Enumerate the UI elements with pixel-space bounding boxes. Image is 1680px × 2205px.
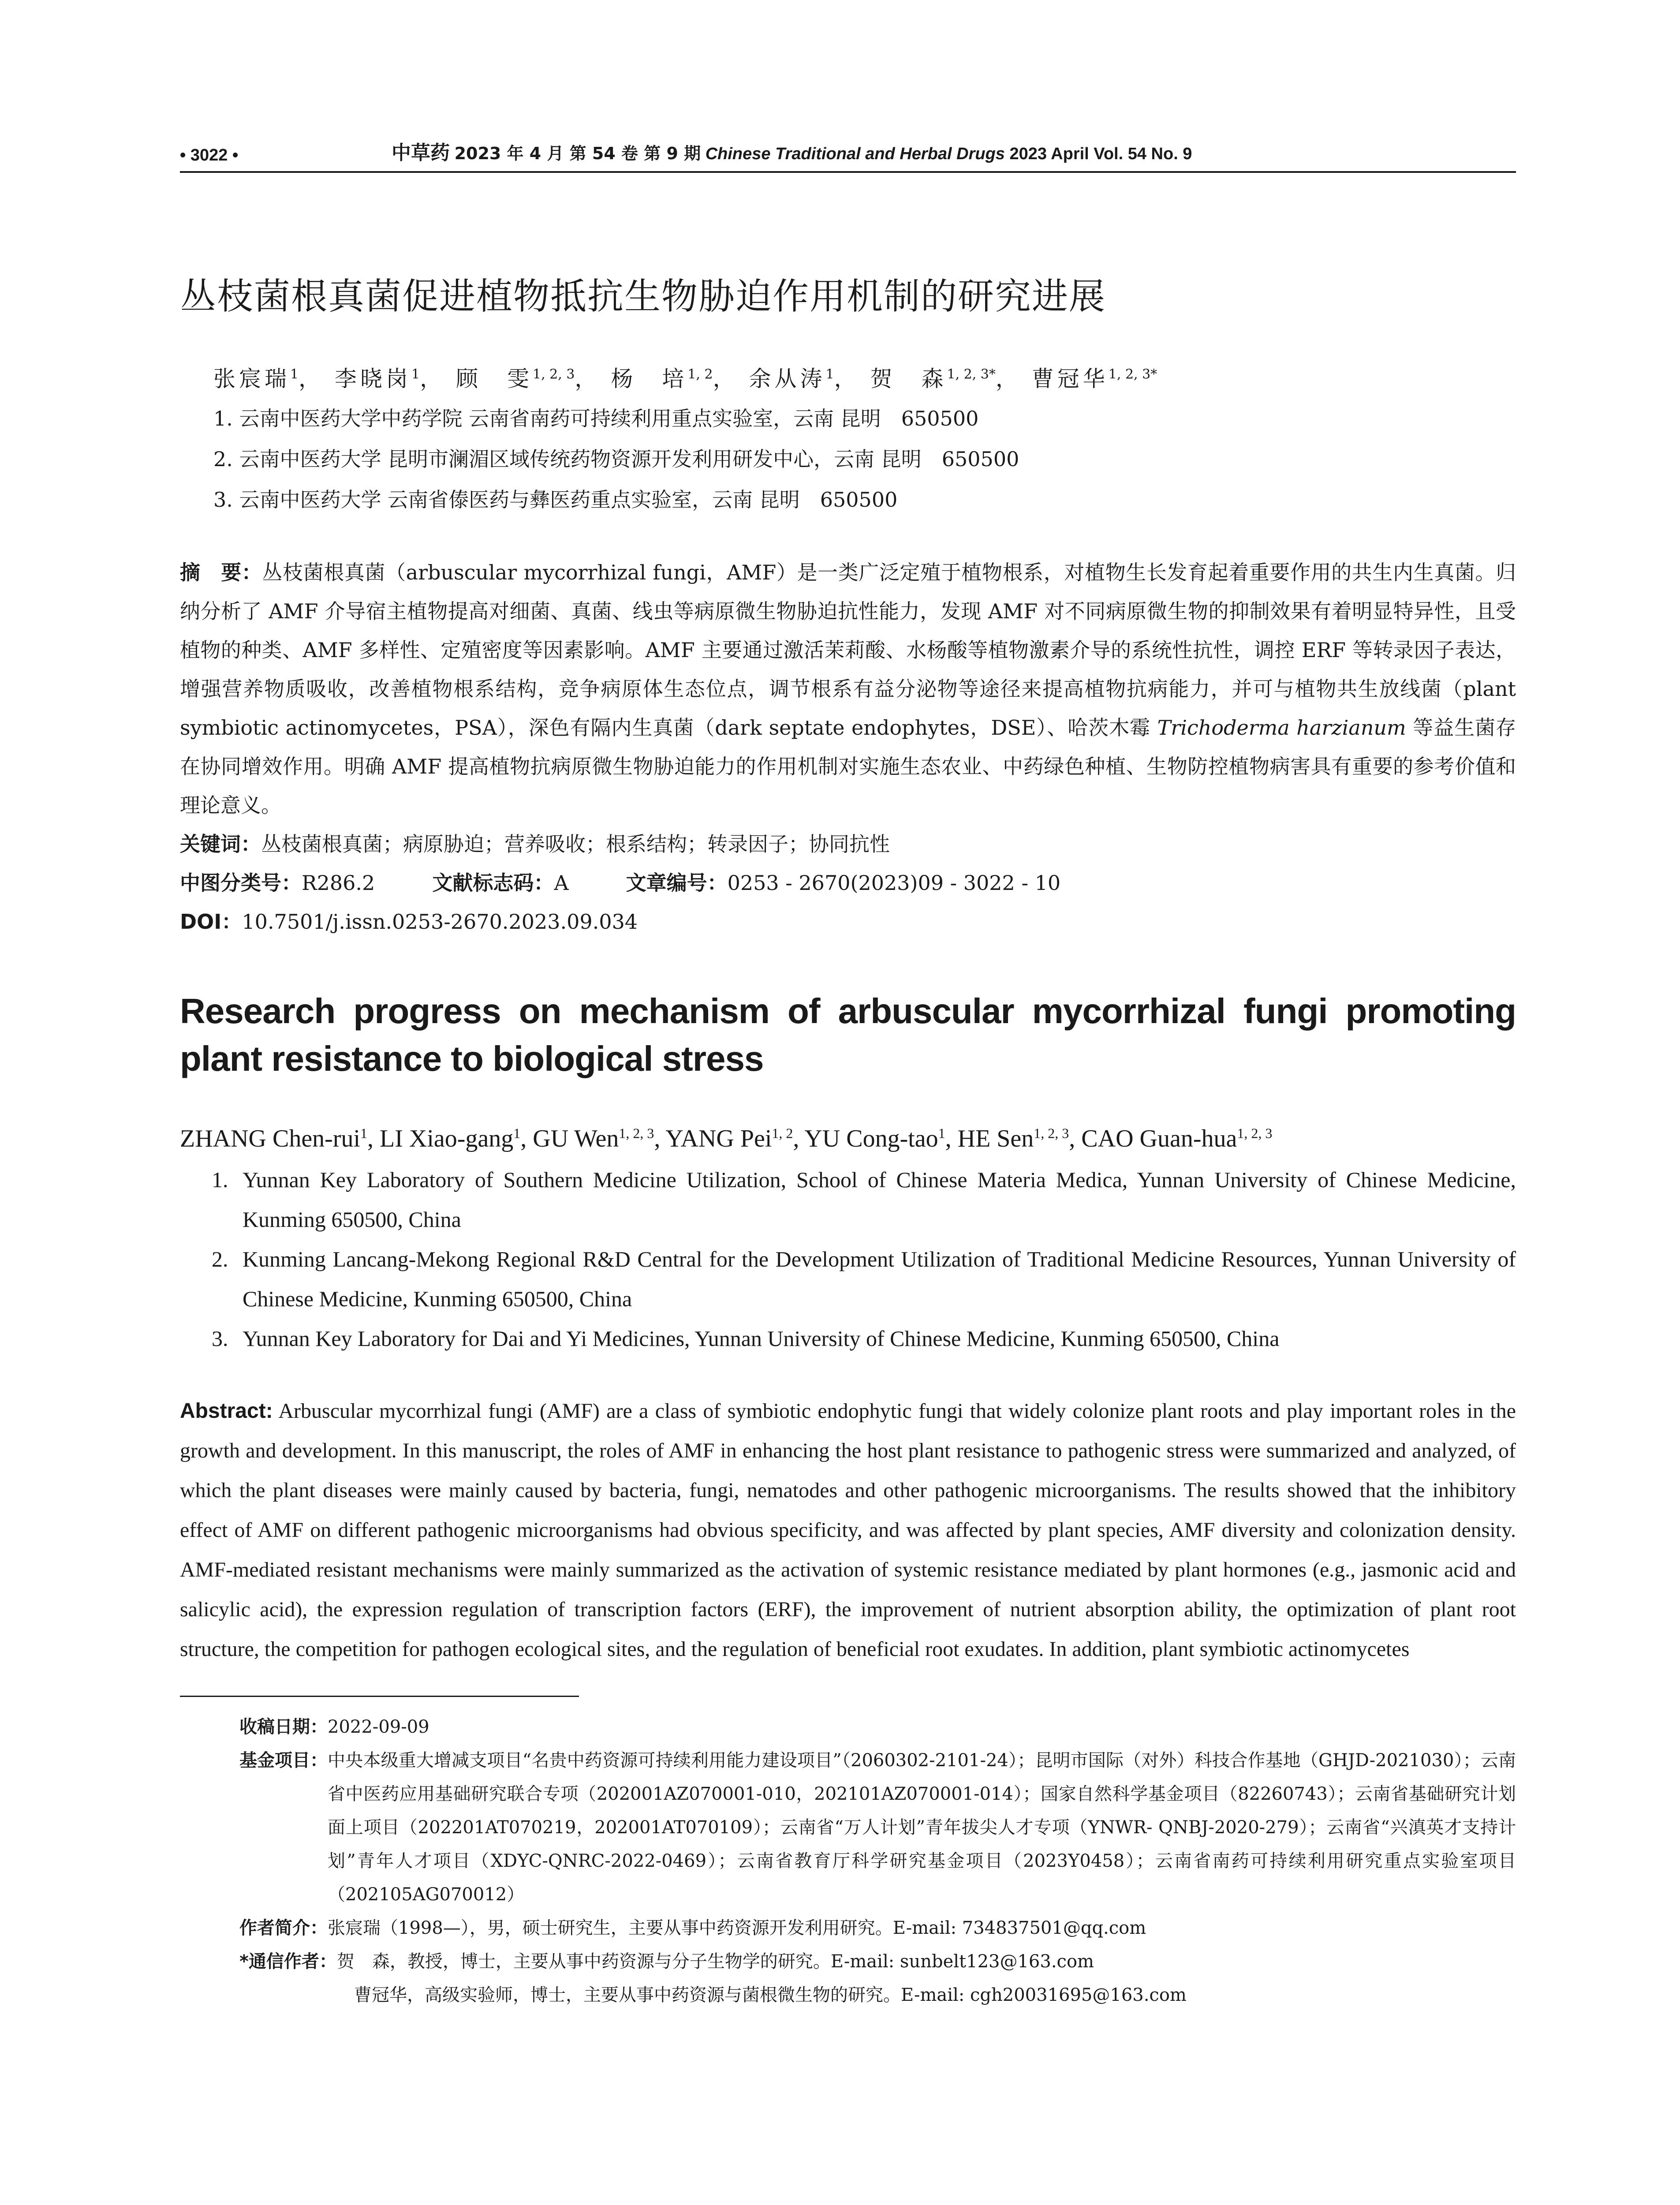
abstract-en-label: Abstract: [180, 1399, 273, 1423]
author-en: YANG Pei$^{1, 2}$ [665, 1125, 793, 1152]
author-cn: 李晓岗$^1$ [335, 366, 420, 392]
species-name: Trichoderma harzianum [1157, 716, 1406, 740]
affiliations-en [180, 1160, 1516, 1358]
author-en: CAO Guan-hua$^{1, 2, 3}$ [1081, 1125, 1273, 1152]
doc-code: A [554, 871, 569, 895]
corresponding-author-2: 曹冠华，高级实验师，博士，主要从事中药资源与菌根微生物的研究。E-mail: cgh20031695@163.com [354, 1985, 1187, 2005]
abstract-en: Abstract: Arbuscular mycorrhizal fungi (AMF) are a class of symbiotic endophytic fungi that widely colonize plant roots and play important roles in the growth and development. In this manuscript, the roles of AMF in enhancing the host plant resistance to pathogenic stress were summarized and analyzed, of which the plant diseases were mainly caused by bacteria, fungi, nematodes and other pathogenic microorganisms. The results showed that the inhibitory effect of AMF on different pathogenic microorganisms had obvious specificity, and was affected by plant species, AMF diversity and colonization density. AMF-mediated resistant mechanisms were mainly summarized as the activation of systemic resistance mediated by plant hormones (e.g., jasmonic acid and salicylic acid), the expression regulation of transcription factors (ERF), the improvement of nutrient absorption ability, the optimization of plant root structure, the competition for pathogen ecological sites, and the regulation of beneficial root exudates. In addition, plant symbiotic actinomycetes [180, 1399, 1516, 1661]
author-en: YU Cong-tao$^1$ [804, 1125, 945, 1152]
affiliation-cn: 1. 云南中医药大学中药学院 云南省南药可持续利用重点实验室，云南 昆明 650500 [213, 407, 979, 430]
clc-code: R286.2 [302, 871, 375, 895]
author-en: LI Xiao-gang$^1$ [380, 1125, 521, 1152]
author-en: ZHANG Chen-rui$^1$ [180, 1125, 368, 1152]
abstract-cn-label: 摘 要： [180, 561, 262, 584]
affiliation-en: 1. Yunnan Key Laboratory of Southern Medicine Utilization, School of Chinese Materia Medica, Yunnan University of Chinese Medicine, Kunming 650500, China [212, 1167, 1516, 1232]
affiliations-cn [213, 398, 1516, 520]
author-cn: 顾 雯$^{1, 2, 3}$ [456, 366, 575, 392]
journal-name-cn: 中草药 [392, 142, 450, 164]
authors-cn: 张宸瑞$^1$， 李晓岗$^1$， 顾 雯$^{1, 2, 3}$， 杨 培$^{1, 2}$， 余从涛$^1$， 贺 森$^{1, 2, 3*}$， 曹冠华$^{1, 2, 3*}$ [213, 366, 1157, 392]
article-page [180, 137, 1516, 2012]
classification-line: 中图分类号：R286.2 文献标志码：A 文章编号：0253 - 2670(2023)09 - 3022 - 10 [180, 871, 1061, 895]
footnotes [180, 1710, 1516, 2012]
issue-info-en: 2023 April Vol. 54 No. 9 [1009, 145, 1192, 163]
affiliation-cn: 3. 云南中医药大学 云南省傣医药与彝医药重点实验室，云南 昆明 650500 [213, 488, 898, 512]
author-cn: 张宸瑞$^1$ [213, 366, 299, 392]
author-en: GU Wen$^{1, 2, 3}$ [533, 1125, 654, 1152]
author-cn: 贺 森$^{1, 2, 3*}$ [870, 366, 996, 392]
doi-link[interactable]: 10.7501/j.issn.0253-2670.2023.09.034 [242, 910, 638, 934]
abstract-cn: 摘 要：丛枝菌根真菌（arbuscular mycorrhizal fungi，AMF）是一类广泛定殖于植物根系，对植物生长发育起着重要作用的共生内生真菌。归纳分析了 AMF 介导宿主植物提高对细菌、真菌、线虫等病原微生物胁迫抗性能力，发现 AMF 对不同病原微生物的抑制效果有着明显特异性，且受植物的种类、AMF 多样性、定殖密度等因素影响。AMF 主要通过激活茉莉酸、水杨酸等植物激素介导的系统性抗性，调控 ERF 等转录因子表达，增强营养物质吸收，改善植物根系结构，竞争病原体生态位点，调节根系有益分泌物等途径来提高植物抗病能力，并可与植物共生放线菌（plant symbiotic actinomycetes，PSA），深色有隔内生真菌（dark septate endophytes，DSE）、哈茨木霉 Trichoderma harzianum 等益生菌存在协同增效作用。明确 AMF 提高植物抗病原微生物胁迫能力的作用机制对实施生态农业、中药绿色种植、生物防控植物病害具有重要的参考价值和理论意义。 [180, 561, 1516, 817]
running-header [180, 137, 1516, 173]
affiliation-en: 3. Yunnan Key Laboratory for Dai and Yi Medicines, Yunnan University of Chinese Medicine, Kunming 650500, China [212, 1326, 1280, 1351]
author-en: HE Sen$^{1, 2, 3}$ [957, 1125, 1069, 1152]
journal-name-en: Chinese Traditional and Herbal Drugs [705, 145, 1005, 163]
affiliation-en: 2. Kunming Lancang-Mekong Regional R&D Central for the Development Utilization of Traditional Medicine Resources, Yunnan University of Chinese Medicine, Kunming 650500, China [212, 1247, 1516, 1311]
page-number: • 3022 • [180, 146, 239, 164]
author-cn: 杨 培$^{1, 2}$ [611, 366, 713, 392]
article-number: 0253 - 2670(2023)09 - 3022 - 10 [727, 871, 1061, 895]
affiliation-cn: 2. 云南中医药大学 昆明市澜湄区域传统药物资源开发利用研发中心，云南 昆明 650500 [213, 447, 1019, 471]
title-cn: 丛枝菌根真菌促进植物抵抗生物胁迫作用机制的研究进展 [180, 276, 1106, 318]
received-date: 收稿日期： 2022-09-09 [239, 1717, 429, 1737]
doi-line: DOI：10.7501/j.issn.0253-2670.2023.09.034 [180, 910, 638, 934]
corresponding-author: *通信作者： 贺 森，教授，博士，主要从事中药资源与分子生物学的研究。E-mail: sunbelt123@163.com [239, 1951, 1094, 1972]
author-cn: 余从涛$^1$ [749, 366, 834, 392]
footnote-divider [180, 1696, 579, 1697]
title-en: Research progress on mechanism of arbuscular mycorrhizal fungi promoting plant resistance to biological stress [180, 991, 1516, 1078]
funding: 基金项目： 中央本级重大增减支项目“名贵中药资源可持续利用能力建设项目”（2060302-2101-24）；昆明市国际（对外）科技合作基地（GHJD-2021030）；云南省中医药应用基础研究联合专项（202001AZ070001-010，202101AZ070001-014）；国家自然科学基金项目（82260743）；云南省基础研究计划面上项目（202201AT070219，202001AT070109）；云南省“万人计划”青年拔尖人才专项（YNWR- QNBJ-2020-279）；云南省“兴滇英才支持计划”青年人才项目（XDYC-QNRC-2022-0469）；云南省教育厅科学研究基金项目（2023Y0458）；云南省南药可持续利用研究重点实验室项目（202105AG070012） [239, 1750, 1516, 1905]
authors-en: ZHANG Chen-rui$^1$, LI Xiao-gang$^1$, GU Wen$^{1, 2, 3}$, YANG Pei$^{1, 2}$, YU Cong-tao$^1$, HE Sen$^{1, 2, 3}$, CAO Guan-hua$^{1, 2, 3}$ [180, 1125, 1273, 1152]
author-bio: 作者简介： 张宸瑞（1998—），男，硕士研究生，主要从事中药资源开发利用研究。E-mail: 734837501@qq.com [239, 1918, 1146, 1938]
keywords-cn: 关键词：丛枝菌根真菌；病原胁迫；营养吸收；根系结构；转录因子；协同抗性 [180, 832, 890, 856]
issue-info-cn: 2023 年 4 月 第 54 卷 第 9 期 [454, 144, 701, 163]
author-cn: 曹冠华$^{1, 2, 3*}$ [1031, 366, 1157, 392]
